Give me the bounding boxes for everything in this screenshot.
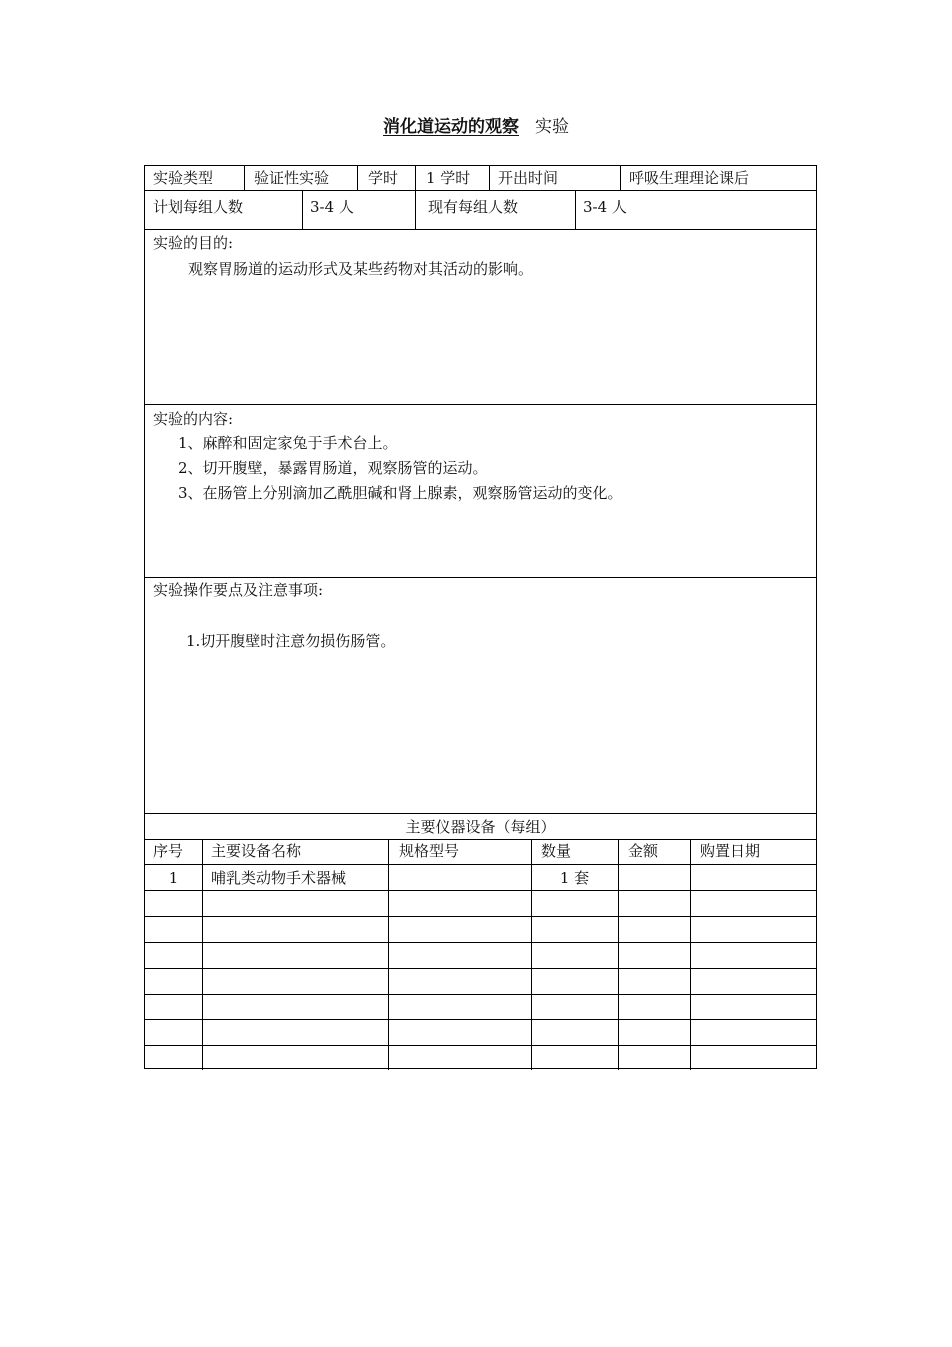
col-divider xyxy=(489,166,490,190)
hours-label: 学时 xyxy=(368,169,399,187)
row-divider xyxy=(145,229,816,230)
row-divider xyxy=(145,864,816,865)
row-divider xyxy=(145,1045,816,1046)
col-divider xyxy=(415,166,416,229)
col-divider xyxy=(620,166,621,190)
row-divider xyxy=(145,890,816,891)
col-divider xyxy=(202,839,203,1070)
row-quantity: 1 套 xyxy=(559,869,590,887)
notes-line: 1.切开腹壁时注意勿损伤肠管。 xyxy=(186,632,396,650)
row-divider xyxy=(145,968,816,969)
col-divider xyxy=(302,190,303,229)
row-divider xyxy=(145,404,816,405)
open-time-label: 开出时间 xyxy=(498,169,559,187)
col-divider xyxy=(575,190,576,229)
equipment-title: 主要仪器设备（每组） xyxy=(405,818,556,836)
experiment-name: 消化道运动的观察 xyxy=(383,117,519,137)
row-divider xyxy=(145,916,816,917)
col-divider xyxy=(244,166,245,190)
col-divider xyxy=(388,839,389,1070)
row-name: 哺乳类动物手术器械 xyxy=(211,869,347,887)
page-title xyxy=(0,116,952,138)
notes-title: 实验操作要点及注意事项: xyxy=(153,581,324,599)
header-index: 序号 xyxy=(153,842,184,860)
plan-group-size-label: 计划每组人数 xyxy=(153,198,244,216)
header-amount: 金额 xyxy=(628,842,659,860)
header-purchase-date: 购置日期 xyxy=(700,842,761,860)
col-divider xyxy=(357,166,358,190)
content-line: 3、在肠管上分别滴加乙酰胆碱和肾上腺素，观察肠管运动的变化。 xyxy=(178,484,623,502)
row-divider xyxy=(145,577,816,578)
content-title: 实验的内容: xyxy=(153,410,234,428)
row-divider xyxy=(145,942,816,943)
col-divider xyxy=(690,839,691,1070)
type-label: 实验类型 xyxy=(153,169,214,187)
row-index: 1 xyxy=(168,869,179,887)
row-divider xyxy=(145,994,816,995)
col-divider xyxy=(618,839,619,1070)
content-line: 2、切开腹壁，暴露胃肠道，观察肠管的运动。 xyxy=(178,459,488,477)
hours-value: 1 学时 xyxy=(426,169,471,187)
row-divider xyxy=(145,813,816,814)
purpose-line: 观察胃肠道的运动形式及某些药物对其活动的影响。 xyxy=(188,260,534,278)
row-divider xyxy=(145,1019,816,1020)
plan-group-size-value: 3-4 人 xyxy=(310,198,354,216)
purpose-title: 实验的目的: xyxy=(153,234,234,252)
header-name: 主要设备名称 xyxy=(211,842,302,860)
header-model: 规格型号 xyxy=(399,842,460,860)
content-line: 1、麻醉和固定家兔于手术台上。 xyxy=(178,434,398,452)
current-group-size-value: 3-4 人 xyxy=(583,198,627,216)
current-group-size-label: 现有每组人数 xyxy=(428,198,519,216)
type-value: 验证性实验 xyxy=(254,169,330,187)
open-time-value: 呼吸生理理论课后 xyxy=(629,169,750,187)
row-divider xyxy=(145,839,816,840)
experiment-suffix: 实验 xyxy=(535,117,569,137)
row-divider xyxy=(145,190,816,191)
experiment-form xyxy=(144,165,817,1069)
header-quantity: 数量 xyxy=(541,842,572,860)
